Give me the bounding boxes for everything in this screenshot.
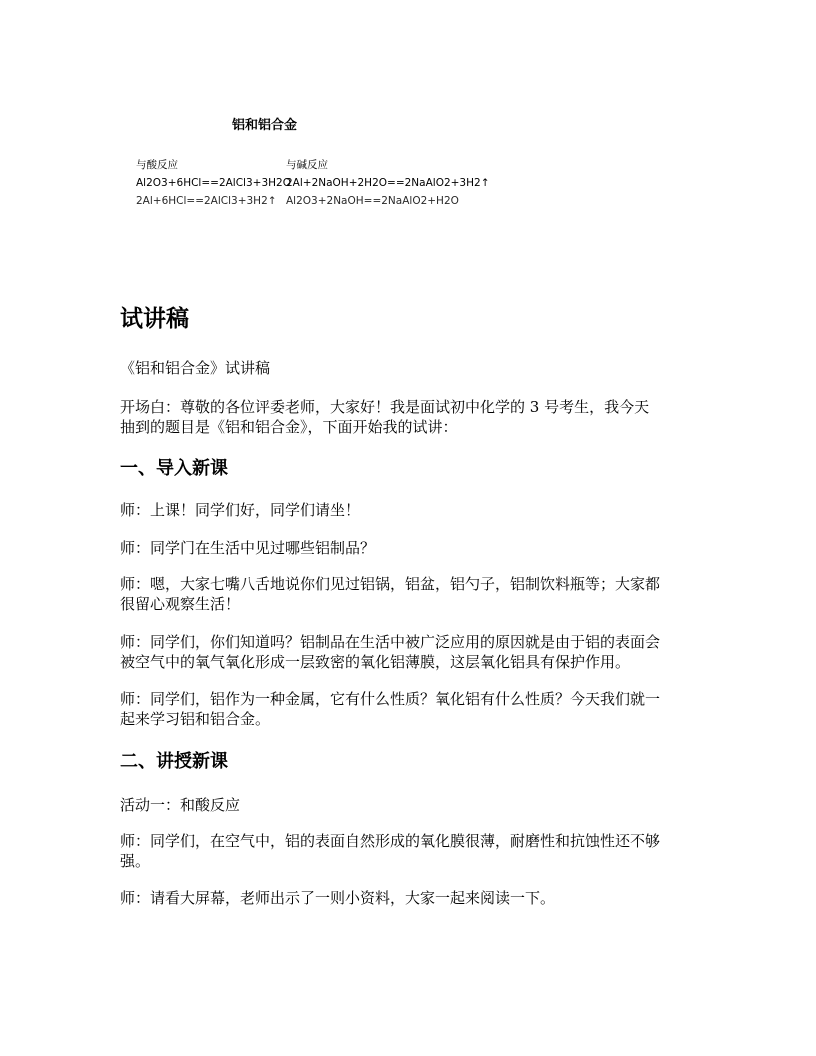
board-notes-image: [120, 100, 520, 204]
paragraph-3-line-1: 师：嗯，大家七嘴八舌地说你们见过铝锅，铝盆，铝勺子，铝制饮料瓶等；大家都: [120, 575, 661, 593]
base-reaction-column: [286, 156, 490, 204]
base-reaction-equation-1: 2Al+2NaOH+2H2O==2NaAlO2+3H2↑: [286, 177, 490, 189]
base-reaction-heading: 与碱反应: [286, 159, 328, 171]
opening-line-2: 抽到的题目是《铝和铝合金》，下面开始我的试讲：: [120, 418, 458, 436]
paragraph-5-line-1: 师：同学们，铝作为一种金属，它有什么性质？氧化铝有什么性质？今天我们就一: [120, 690, 661, 708]
acid-reaction-heading: 与酸反应: [136, 159, 178, 171]
board-title: 铝和铝合金: [232, 118, 298, 133]
paragraph-3: [120, 574, 698, 614]
paragraph-3-line-2: 很留心观察生活！: [120, 595, 241, 613]
paragraph-4: [120, 632, 698, 672]
paragraph-2: 师：同学门在生活中见过哪些铝制品？: [120, 539, 376, 557]
acid-reaction-equation-1: Al2O3+6HCl==2AlCl3+3H2O: [136, 177, 291, 189]
base-reaction-equation-2: Al2O3+2NaOH==2NaAlO2+H2O: [286, 195, 459, 204]
paragraph-7-line-2: 强。: [120, 852, 151, 870]
paragraph-4-line-1: 师：同学们，你们知道吗？铝制品在生活中被广泛应用的原因就是由于铝的表面会: [120, 633, 661, 651]
acid-reaction-equation-2: 2Al+6HCl==2AlCl3+3H2↑: [136, 195, 277, 204]
section-heading-new-lesson: 二、讲授新课: [120, 751, 228, 772]
opening-paragraph: [120, 397, 698, 437]
paragraph-6: 活动一：和酸反应: [120, 796, 241, 814]
opening-line-1: 开场白：尊敬的各位评委老师，大家好！我是面试初中化学的 3 号考生，我今天: [120, 398, 650, 416]
paragraph-7-line-1: 师：同学们，在空气中，铝的表面自然形成的氧化膜很薄，耐磨性和抗蚀性还不够: [120, 832, 661, 850]
paragraph-7: [120, 831, 698, 871]
paragraph-4-line-2: 被空气中的氧气氧化形成一层致密的氧化铝薄膜，这层氧化铝具有保护作用。: [120, 653, 631, 671]
paragraph-8: 师：请看大屏幕，老师出示了一则小资料，大家一起来阅读一下。: [120, 889, 556, 907]
section-heading-intro: 一、导入新课: [120, 458, 228, 479]
acid-reaction-column: [136, 156, 291, 204]
lecture-subtitle: 《铝和铝合金》试讲稿: [120, 359, 271, 377]
paragraph-5-line-2: 起来学习铝和铝合金。: [120, 710, 271, 728]
paragraph-5: [120, 689, 698, 729]
document-title: 试讲稿: [120, 305, 189, 332]
paragraph-1: 师：上课！同学们好，同学们请坐！: [120, 501, 361, 519]
